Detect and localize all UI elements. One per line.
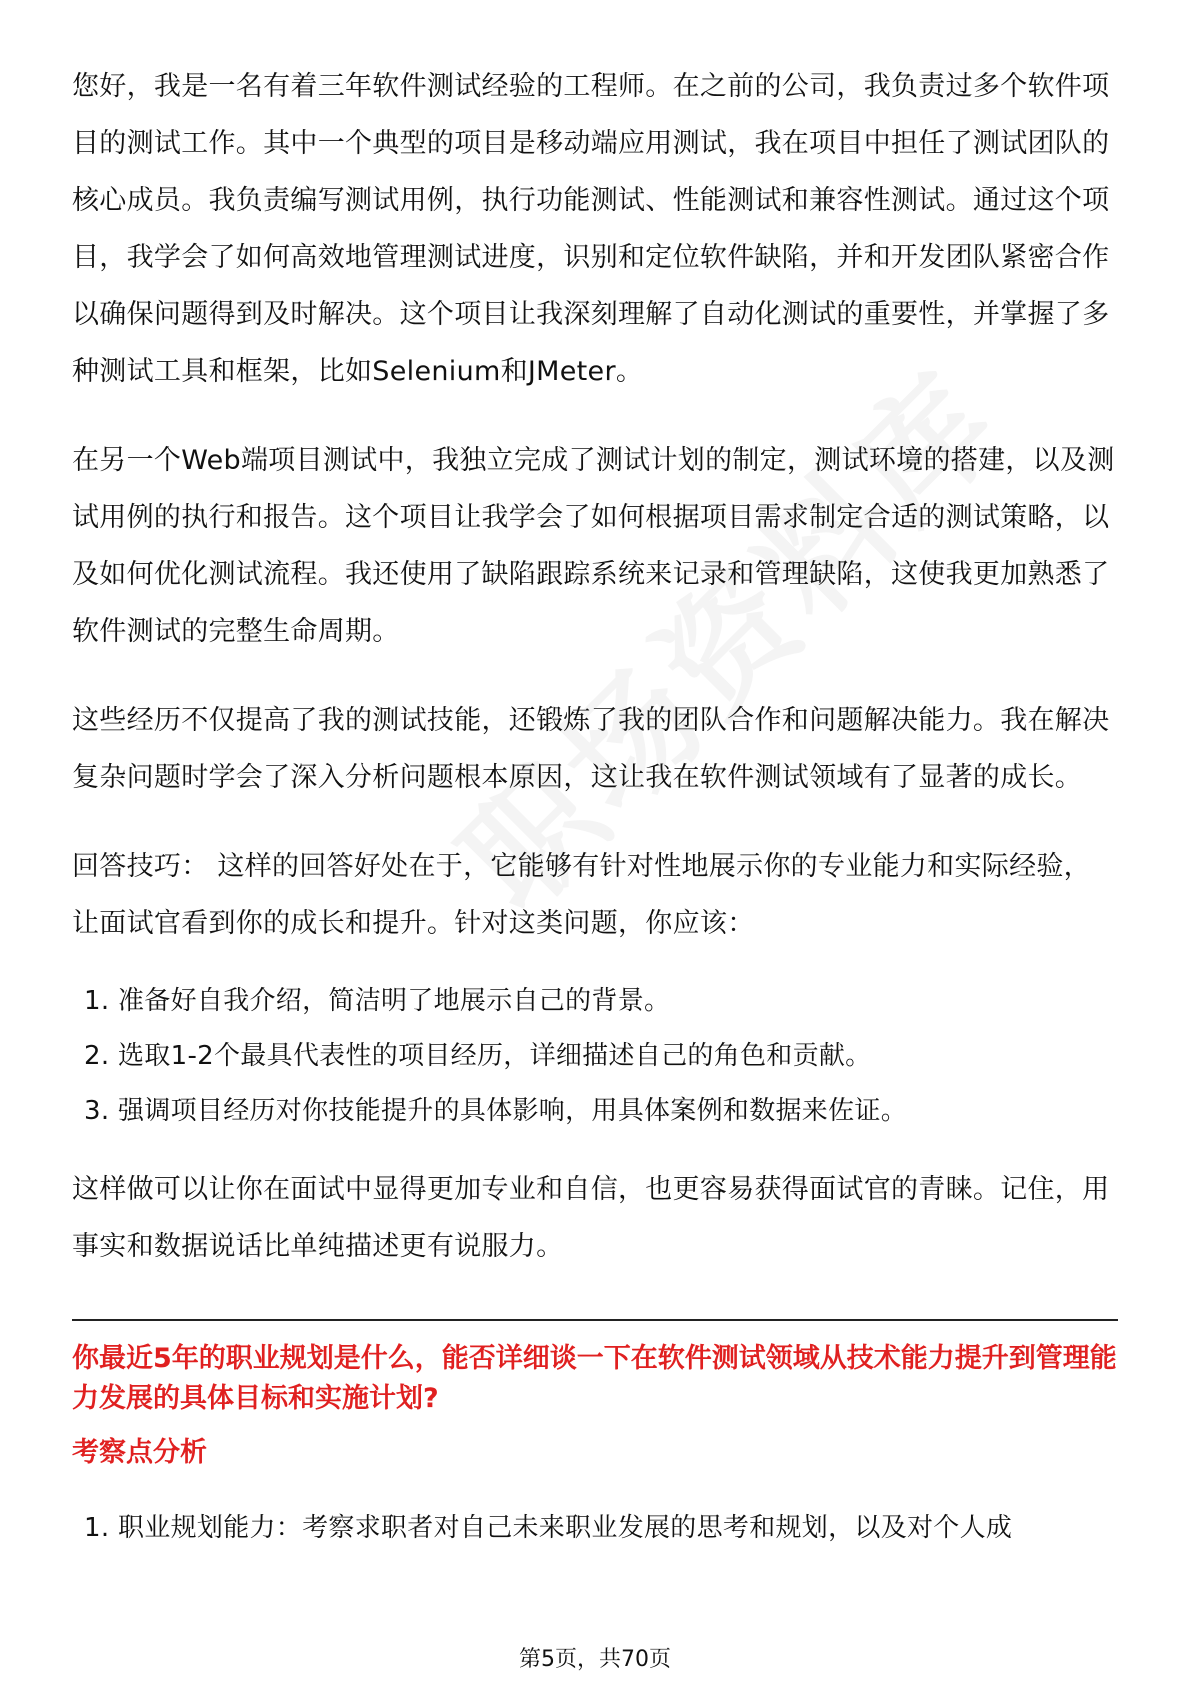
analysis-heading: 考察点分析 [72, 1437, 207, 1468]
question-heading: 你最近5年的职业规划是什么，能否详细谈一下在软件测试领域从技术能力提升到管理能力发展的具体目标和实施计划? [72, 1343, 1117, 1414]
closing-paragraph: 这样做可以让你在面试中显得更加专业和自信，也更容易获得面试官的青睐。记住，用事实和数据说话比单纯描述更有说服力。 [72, 1174, 1110, 1262]
list-item: 2. 选取1-2个最具代表性的项目经历，详细描述自己的角色和贡献。 [84, 1041, 872, 1071]
tips-list [72, 974, 1118, 1139]
list-item: 1. 职业规划能力：考察求职者对自己未来职业发展的思考和规划，以及对个人成 [84, 1513, 1013, 1543]
paragraph-1: 您好，我是一名有着三年软件测试经验的工程师。在之前的公司，我负责过多个软件项目的测试工作。其中一个典型的项目是移动端应用测试，我在项目中担任了测试团队的核心成员。我负责编写测试用例，执行功能测试、性能测试和兼容性测试。通过这个项目，我学会了如何高效地管理测试进度，识别和定位软件缺陷，并和开发团队紧密合作以确保问题得到及时解决。这个项目让我深刻理解了自动化测试的重要性，并掌握了多种测试工具和框架，比如Selenium和JMeter。 [72, 71, 1110, 387]
answer-tips-intro: 回答技巧： 这样的回答好处在于，它能够有针对性地展示你的专业能力和实际经验，让面试官看到你的成长和提升。针对这类问题，你应该： [72, 851, 1091, 939]
analysis-list [72, 1501, 1118, 1556]
document-body [72, 58, 1118, 1556]
list-item: 1. 准备好自我介绍，简洁明了地展示自己的背景。 [84, 986, 671, 1016]
page-footer: 第5页，共70页 [519, 1647, 671, 1672]
paragraph-2: 在另一个Web端项目测试中，我独立完成了测试计划的制定，测试环境的搭建，以及测试用例的执行和报告。这个项目让我学会了如何根据项目需求制定合适的测试策略，以及如何优化测试流程。我还使用了缺陷跟踪系统来记录和管理缺陷，这使我更加熟悉了软件测试的完整生命周期。 [72, 445, 1115, 647]
paragraph-3: 这些经历不仅提高了我的测试技能，还锻炼了我的团队合作和问题解决能力。我在解决复杂问题时学会了深入分析问题根本原因，这让我在软件测试领域有了显著的成长。 [72, 705, 1110, 793]
list-item: 3. 强调项目经历对你技能提升的具体影响，用具体案例和数据来佐证。 [84, 1096, 908, 1126]
